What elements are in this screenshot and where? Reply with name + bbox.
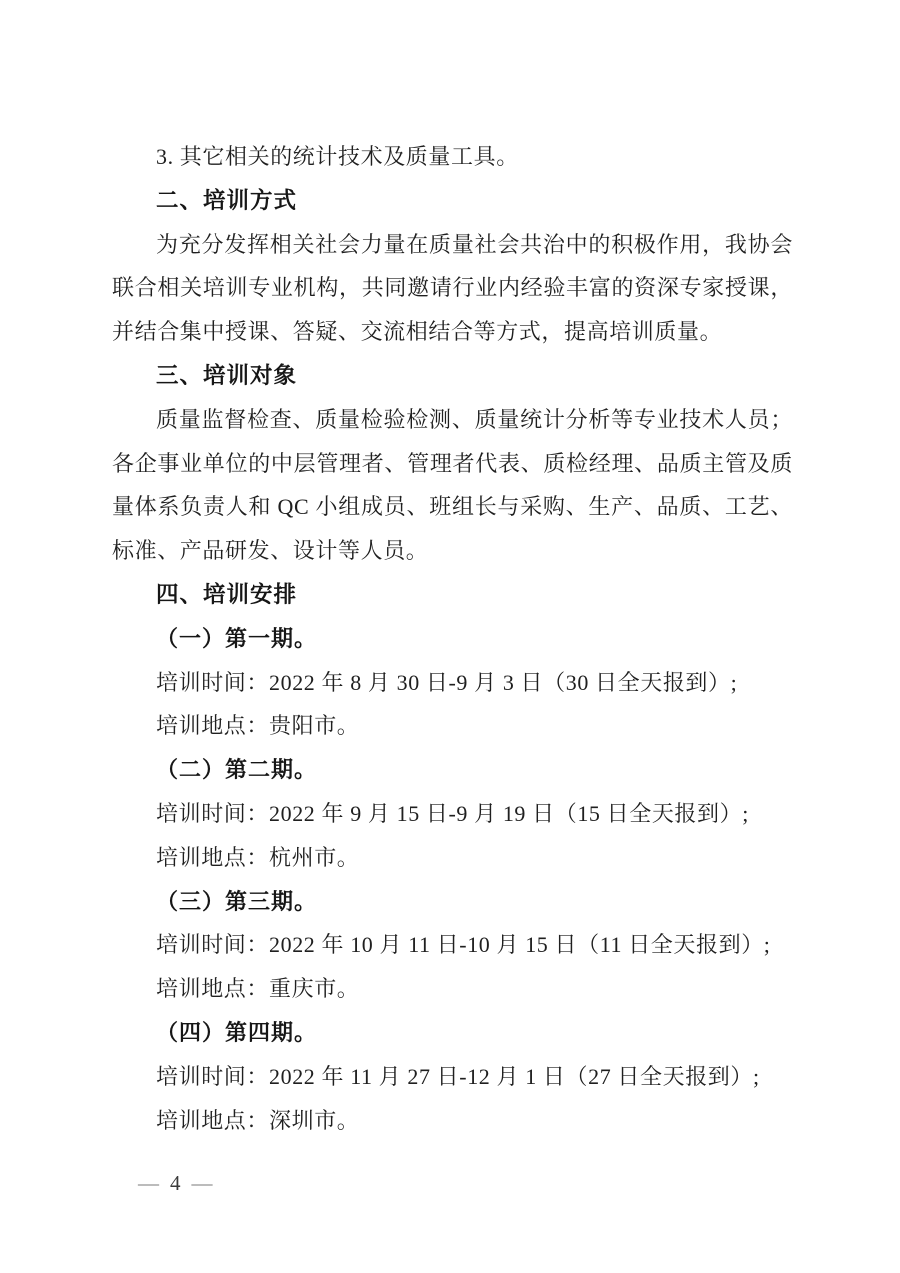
session-2-location: 培训地点：杭州市。: [156, 844, 360, 870]
section-heading-training-method: 二、培训方式: [156, 187, 298, 213]
list-item-other-tools: 3. 其它相关的统计技术及质量工具。: [156, 144, 519, 169]
paragraph-training-method: 为充分发挥相关社会力量在质量社会共治中的积极作用，我协会联合相关培训专业机构，共同邀请行业内经验丰富的资深专家授课，并结合集中授课、答疑、交流相结合等方式，提高培训质量。: [112, 231, 793, 345]
session-4-title: （四）第四期。: [156, 1019, 318, 1045]
section-heading-training-target: 三、培训对象: [156, 362, 298, 388]
document-body: [112, 135, 793, 1142]
session-4-time: 培训时间：2022 年 11 月 27 日-12 月 1 日（27 日全天报到）;: [156, 1063, 760, 1089]
paragraph-training-target: 质量监督检查、质量检验检测、质量统计分析等专业技术人员；各企事业单位的中层管理者、管理者代表、质检经理、品质主管及质量体系负责人和 QC 小组成员、班组长与采购、生产、品质、工艺、标准、产品研发、设计等人员。: [112, 406, 793, 564]
session-3-time: 培训时间：2022 年 10 月 11 日-10 月 15 日（11 日全天报到）;: [156, 932, 771, 958]
session-1-time: 培训时间：2022 年 8 月 30 日-9 月 3 日（30 日全天报到）;: [156, 669, 738, 695]
session-2-title: （二）第二期。: [156, 757, 318, 783]
session-1-location: 培训地点：贵阳市。: [156, 713, 360, 739]
session-3-title: （三）第三期。: [156, 888, 318, 914]
session-3-location: 培训地点：重庆市。: [156, 976, 360, 1002]
footer-dash-left: —: [138, 1170, 159, 1195]
session-4-location: 培训地点：深圳市。: [156, 1107, 360, 1133]
page-footer: [138, 1168, 213, 1198]
page-number: 4: [170, 1170, 181, 1195]
session-1-title: （一）第一期。: [156, 625, 318, 651]
section-heading-training-schedule: 四、培训安排: [156, 581, 298, 607]
session-2-time: 培训时间：2022 年 9 月 15 日-9 月 19 日（15 日全天报到）;: [156, 800, 749, 826]
footer-dash-right: —: [191, 1170, 213, 1195]
